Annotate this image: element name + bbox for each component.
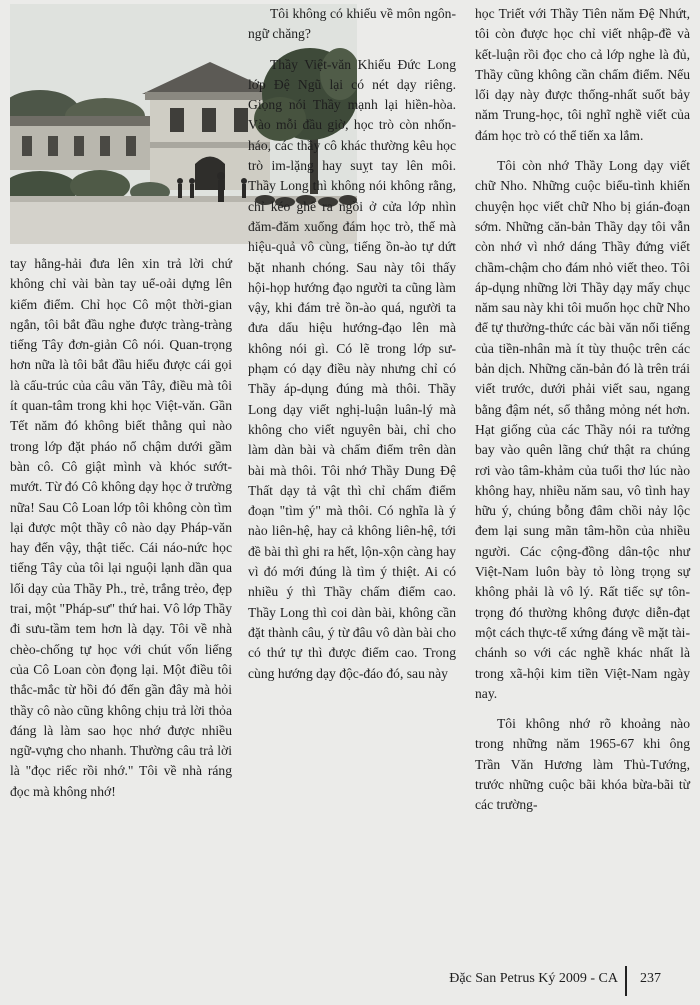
column-middle: [248, 4, 456, 694]
paragraph: Thầy Việt-văn Khiếu Đức Long lớp Đệ Ngũ lại có nét dạy riêng. Giọng nói Thầy mạnh lại hiền-hòa. Vào mỗi đầu giờ, học trò còn nhốn-háo, các thầy cô khác thường kêu học trò im-lặng hay suỵt tay lên môi. Thầy Long thì không nói không rằng, chỉ kéo ghế ra ngồi ở cửa lớp nhìn đăm-đăm xuống đám học trò, thế mà hiệu-quả vô cùng, tiếng ồn-ào tự dứt bặt nhanh chóng. Sau này tôi thấy hội-họp hướng đạo người ta cũng làm vậy, khi đám trẻ ồn-ào quá, người ta đưa dấu hiệu hướng-đạo lên mà không nói gì. Có lẽ trong lớp sư-phạm có dạy điều này nhưng chỉ có Thầy áp-dụng đúng mà thôi. Thầy Long dạy viết nghị-luận luân-lý mà không cho viết nguyên bài, chỉ cho làm dàn bài và chấm điểm trên dàn bài mà thôi. Tôi nhớ Thầy Dung Đệ Thất dạy tả vật thì chỉ chấm điểm đoạn "tìm ý" mà thôi. Có nghĩa là ý nào liên-hệ, hay cả không liên-hệ, tới đề bài thì ghi ra hết, lộn-xộn càng hay vì đó mới đúng là tìm ý thiệt. Ai có nhiều ý thì Thầy chấm điểm cao. Thầy Long thì coi dàn bài, không cần đặt thành câu, ý từ đâu vô dàn bài cho có thứ tự thì được điểm cao. Trong cùng hướng dạy độc-đáo đó, sau này: [248, 56, 456, 681]
column-left: [10, 254, 232, 812]
publication-title: Đặc San Petrus Ký 2009 - CA: [449, 971, 618, 986]
paragraph: Tôi không nhớ rõ khoảng nào trong những năm 1965-67 khi ông Trần Văn Hương làm Thủ-Tướng, trước những cuộc bãi khóa bừa-bãi từ các trường-: [475, 716, 690, 813]
paragraph: Tôi không có khiếu về môn ngôn-ngữ chăng?: [248, 6, 456, 42]
footer-divider: [625, 966, 627, 996]
paragraph: tay hằng-hải đưa lên xin trả lời chứ không chỉ vài bàn tay uể-oải dựng lên kiếm điểm. Chỉ học Cô một thời-gian ngắn, tôi bắt đầu nghe được tràng-tràng tiếng Tây đơn-giản Cô nói. Quan-trọng hơn nữa là tôi bắt đầu hiểu được cái gọi là cấu-trúc của câu văn Tây, điều mà tôi ít quan-tâm trong khi học Việt-văn. Gần Tết năm đó không biết thằng quỉ nào trong lớp đặt pháo nổ chậm dưới gầm bàn cô. Cô giật mình và khóc sướt-mướt. Từ đó Cô không dạy học ở trường nữa! Sau Cô Loan lớp tôi không còn tìm lại được một thầy cô nào dạy Pháp-văn hay đến vậy, thật tiếc. Cái náo-nức học tiếng Tây của tôi lại nguội lạnh dần qua lối dạy của Thầy Ph., trẻ, trắng trẻo, đẹp trai, một "Pháp-sư" thứ hai. Vô lớp Thầy đi sưu-tầm tem hơn là dạy. Tôi về nhà chèo-chống tự học với chút vốn liếng của Cô Loan còn đọng lại. Một điều tôi thắc-mắc từ hồi đó đến gần đây mà hỏi thầy cô nào cũng không chịu trả lời thỏa đáng là làm sao học nhớ được nhiều ngữ-vựng cho nhanh. Thường câu trả lời là "đọc riếc rồi nhớ." Tôi về nhà ráng đọc mà không nhớ!: [10, 256, 232, 799]
paragraph: Tôi còn nhớ Thầy Long dạy viết chữ Nho. Những cuộc biểu-tình khiến chuyện học viết chữ Nho bị gián-đoạn sớm. Những căn-bản Thầy dạy tôi vẫn còn nhớ vì nhớ dáng Thầy đứng viết chầm-chậm cho đám nhỏ viết theo. Tôi áp-dụng những lời Thầy dạy mấy chục năm sau này khi tôi muốn học chữ Nho để tự thưởng-thức các bài văn nổi tiếng của tiền-nhân mà ít tùy thuộc trên các bản dịch. Những căn-bản đó là trên trái viết trước, dưới phải viết sau, ngang bằng đậm nét, sổ thẳng mỏng nét hơn. Hạt giống của các Thầy nói ra tưởng bay vào quên lãng chứ thật ra chúng rơi vào tâm-khảm của tuổi thơ lúc nào không hay, nhiều năm sau, vô tình hay hữu ý, chúng bỗng đâm chồi nảy lộc đem lại sung mãn tâm-hồn của nhiều người. Các cộng-đồng dân-tộc như Việt-Nam luôn bày tỏ lòng trọng sự không phải là vô lý. Rất tiếc sự tôn-trọng đó thường không được diễn-đạt một cách thực-tế xứng đáng về mặt tài-chánh so với các nghề khác nhất là trong xã-hội kim tiền Việt-Nam ngày nay.: [475, 158, 690, 701]
paragraph: học Triết với Thầy Tiên năm Đệ Nhứt, tôi còn được học chỉ viết nhập-đề và kết-luận rồi đọc cho cả lớp nghe là đủ, Thầy cũng không cần chấm điểm. Nếu lối dạy này được thống-nhất suốt bảy năm Trung-học, tôi nghĩ nghề viết của đám học trò có thể tiến xa lắm.: [475, 6, 690, 143]
page-number: 237: [640, 971, 661, 986]
column-right: [475, 4, 690, 826]
